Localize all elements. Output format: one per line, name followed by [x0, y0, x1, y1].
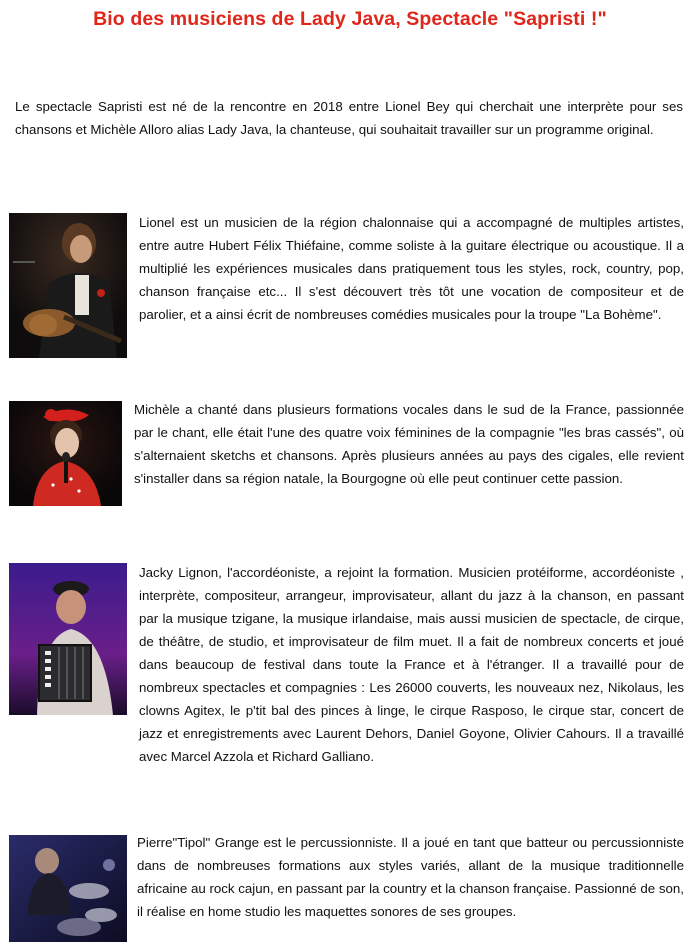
- guitarist-photo: [9, 213, 127, 358]
- musician-bio: Lionel est un musicien de la région chalonnaise qui a accompagné de multiples artistes, entre autre Hubert Félix Thiéfaine, comme soliste à la guitare électrique ou acoustique. Il a multiplié les expériences musicales dans pratiquement tous les styles, rock, country, pop, chanson française etc... Il s'est découvert très tôt une vocation de compositeur et de parolier, et a ainsi écrit de nombreuses comédies musicales pour la troupe "La Bohème".: [139, 215, 684, 322]
- percussionist-photo: [9, 835, 127, 942]
- musician-bio: Pierre"Tipol" Grange est le percussionniste. Il a joué en tant que batteur ou percussionniste dans de nombreuses formations aux styles variés, allant de la musique traditionnelle africaine au rock cajun, en passant par la country et la chanson française. Passionné de son, il réalise en home studio les maquettes sonores de ses groupes.: [137, 835, 684, 919]
- singer-photo: [9, 401, 122, 506]
- musician-bio: Jacky Lignon, l'accordéoniste, a rejoint la formation. Musicien protéiforme, accordéoniste , interprète, compositeur, arrangeur, improvisateur, allant du jazz à la chanson, en passant par la musique tzigane, la musique irlandaise, mais aussi musicien de spectacle, de cirque, de théâtre, de studio, et improvisateur de film muet. Il a fait de nombreux concerts et joué dans beaucoup de festival dans toute la France et à l'étranger. Il a travaillé pour de nombreux spectacles et compagnies : Les 26000 couverts, les nouveaux nez, Nikolaus, les clowns Agitex, le p'tit bal des pinces à linge, le cirque Rasposo, le cirque star, concert de jazz et enregistrements avec Laurent Dehors, Daniel Goyone, Olivier Cahours. Il a travaillé avec Marcel Azzola et Richard Galliano.: [139, 565, 684, 764]
- intro-paragraph: Le spectacle Sapristi est né de la rencontre en 2018 entre Lionel Bey qui cherchait une interprète pour ses chansons et Michèle Alloro alias Lady Java, la chanteuse, qui souhaitait travailler sur un programme original.: [15, 99, 683, 137]
- page-title: Bio des musiciens de Lady Java, Spectacle "Sapristi !": [93, 8, 607, 30]
- musician-bio: Michèle a chanté dans plusieurs formations vocales dans le sud de la France, passionnée par le chant, elle était l'une des quatre voix féminines de la compagnie "les bras cassés", où s'alternaient sketchs et chansons. Après plusieurs années au pays des cigales, elle revient s'installer dans sa région natale, la Bourgogne où elle peut continuer cette passion.: [134, 402, 684, 486]
- accordionist-photo: [9, 563, 127, 715]
